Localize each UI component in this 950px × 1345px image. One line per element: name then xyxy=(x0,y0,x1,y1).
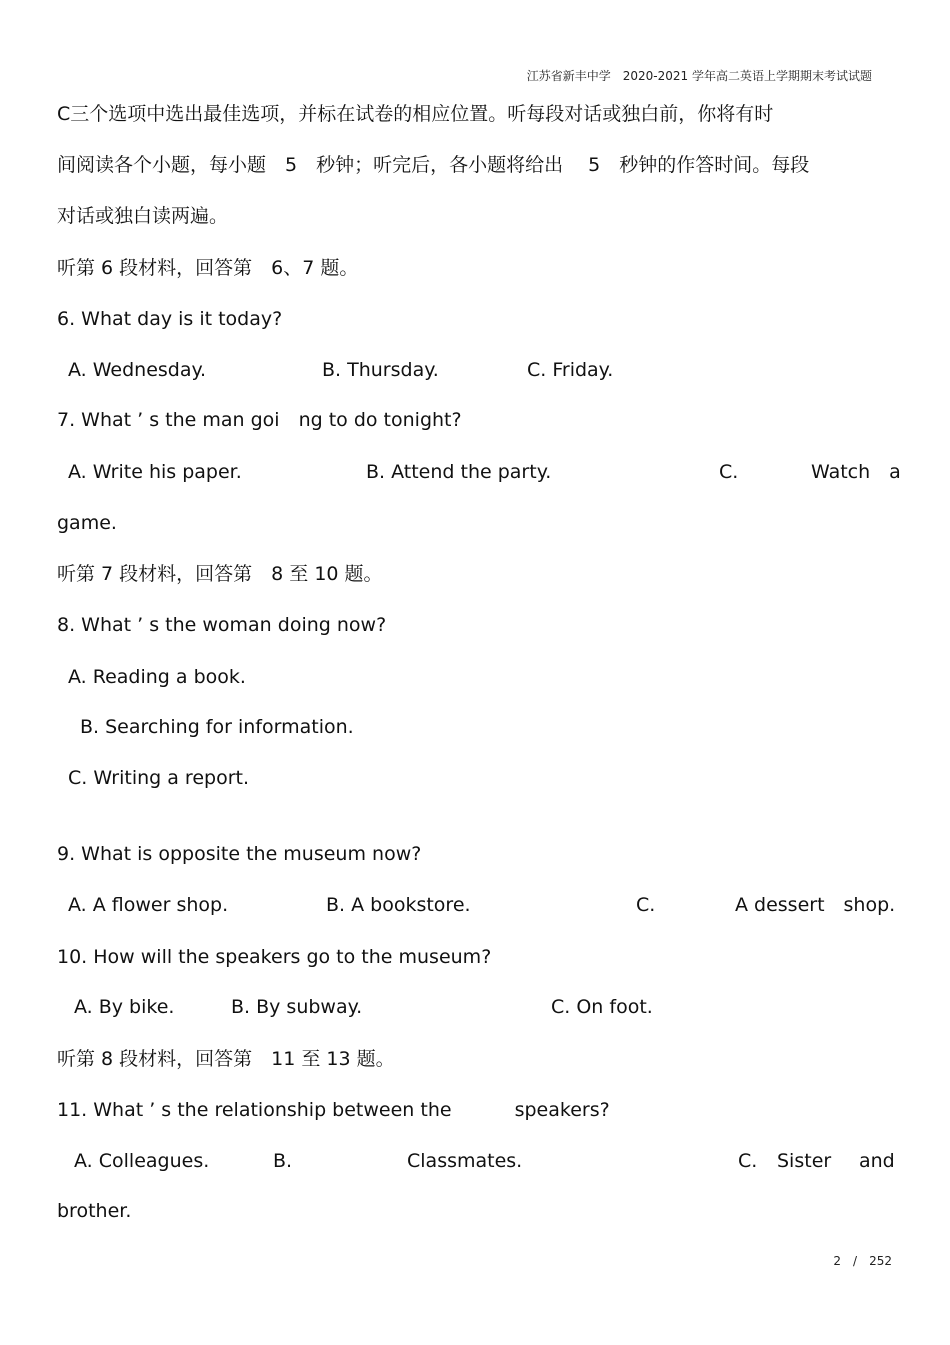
q11-option-b-label: B. xyxy=(273,1150,293,1172)
q6-option-a: A. Wednesday. xyxy=(68,359,207,381)
q11-option-c-text-2: and xyxy=(859,1150,895,1172)
q7-option-c-continued: game. xyxy=(57,512,117,534)
q8-option-b: B. Searching for information. xyxy=(80,716,354,738)
q8-option-c: C. Writing a report. xyxy=(68,767,249,789)
question-6: 6. What day is it today? xyxy=(57,308,283,330)
page-header: 江苏省新丰中学 2020-2021 学年高二英语上学期期末考试试题 xyxy=(526,69,872,83)
q7-option-c-text: Watch a xyxy=(811,461,901,483)
q7-option-b: B. Attend the party. xyxy=(366,461,552,483)
q10-option-b: B. By subway. xyxy=(231,996,363,1018)
q8-option-a: A. Reading a book. xyxy=(68,666,246,688)
intro-line-2: 间阅读各个小题，每小题 5 秒钟；听完后，各小题将给出 5 秒钟的作答时间。每段 xyxy=(57,154,810,176)
q6-option-c: C. Friday. xyxy=(527,359,614,381)
question-10: 10. How will the speakers go to the museum? xyxy=(57,946,492,968)
section-8-heading: 听第 8 段材料，回答第 11 至 13 题。 xyxy=(57,1048,395,1070)
q10-option-a: A. By bike. xyxy=(74,996,175,1018)
question-9: 9. What is opposite the museum now? xyxy=(57,843,422,865)
question-8: 8. What ’ s the woman doing now? xyxy=(57,614,387,636)
section-6-heading: 听第 6 段材料，回答第 6、7 题。 xyxy=(57,257,359,279)
q11-option-a: A. Colleagues. xyxy=(74,1150,210,1172)
question-7: 7. What ’ s the man goi ng to do tonight? xyxy=(57,409,462,431)
q11-option-c-continued: brother. xyxy=(57,1200,132,1222)
section-7-heading: 听第 7 段材料，回答第 8 至 10 题。 xyxy=(57,563,383,585)
q9-option-a: A. A flower shop. xyxy=(68,894,229,916)
q9-option-b: B. A bookstore. xyxy=(326,894,471,916)
q11-option-c-label: C. xyxy=(738,1150,758,1172)
question-11: 11. What ’ s the relationship between the speakers? xyxy=(57,1099,610,1121)
intro-line-3: 对话或独白读两遍。 xyxy=(57,205,229,227)
q10-option-c: C. On foot. xyxy=(551,996,653,1018)
q9-option-c-text: A dessert shop. xyxy=(735,894,896,916)
page-number: 2 / 252 xyxy=(833,1254,892,1268)
q11-option-b-text: Classmates. xyxy=(407,1150,523,1172)
q11-option-c-text-1: Sister xyxy=(777,1150,832,1172)
q6-option-b: B. Thursday. xyxy=(322,359,439,381)
q7-option-a: A. Write his paper. xyxy=(68,461,242,483)
q9-option-c-label: C. xyxy=(636,894,656,916)
q7-option-c-label: C. xyxy=(719,461,739,483)
intro-line-1: C三个选项中选出最佳选项，并标在试卷的相应位置。听每段对话或独白前，你将有时 xyxy=(57,103,774,125)
